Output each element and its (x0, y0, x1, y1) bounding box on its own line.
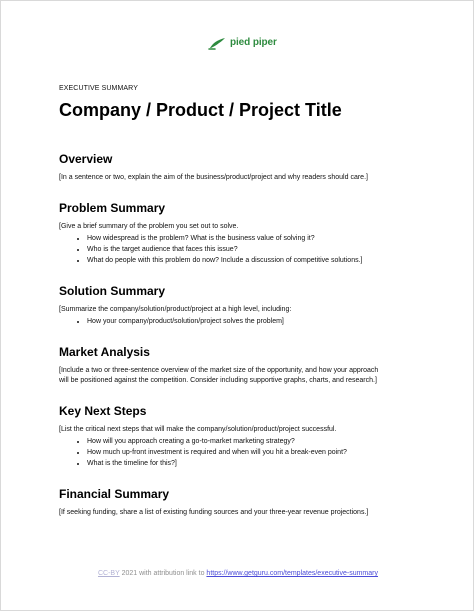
overview-body (59, 173, 419, 183)
list-item: • How much up-front investment is required and when will you hit a break-even point? (87, 447, 419, 458)
solution-summary-text: [Summarize the company/solution/product/project at a high level, including: (59, 306, 292, 313)
document-label: EXECUTIVE SUMMARY (59, 85, 138, 92)
key-next-steps-text: [List the critical next steps that will make the company/solution/product/project successful. (59, 426, 337, 433)
license-link[interactable]: CC-BY (97, 570, 120, 577)
problem-summary-list (59, 233, 419, 266)
market-analysis-line: [Include a two or three-sentence overview of the market size of the opportunity, and how your approach (59, 367, 379, 374)
leaf-icon (208, 36, 227, 50)
document-content (59, 85, 419, 518)
list-item: • How your company/product/solution/project solves the problem] (87, 316, 419, 327)
overview-section (59, 153, 419, 183)
list-item: • Who is the target audience that faces this issue? (87, 244, 419, 255)
list-item: • What is the timeline for this?] (87, 458, 419, 469)
problem-summary-text: [Give a brief summary of the problem you set out to solve. (59, 223, 239, 230)
financial-summary-body (59, 508, 419, 518)
financial-summary-section (59, 488, 419, 518)
overview-heading: Overview (59, 152, 113, 166)
market-analysis-line: will be positioned against the competition. Consider including supportive graphs, charts, and research.] (59, 377, 377, 384)
financial-summary-heading: Financial Summary (59, 487, 170, 501)
financial-summary-text: [If seeking funding, share a list of existing funding sources and your three-year revenue projections.] (59, 509, 369, 516)
key-next-steps-body (59, 425, 419, 469)
list-item: • How widespread is the problem? What is the business value of solving it? (87, 233, 419, 244)
problem-summary-heading: Problem Summary (59, 201, 166, 215)
market-analysis-body (59, 366, 419, 386)
brand-name: pied piper (230, 37, 277, 48)
brand-logo (208, 36, 277, 50)
key-next-steps-heading: Key Next Steps (59, 404, 147, 418)
overview-text: [In a sentence or two, explain the aim of the business/product/project and why readers should care.] (59, 174, 368, 181)
solution-summary-section (59, 285, 419, 327)
problem-summary-body (59, 222, 419, 266)
solution-summary-body (59, 305, 419, 327)
solution-summary-heading: Solution Summary (59, 284, 166, 298)
list-item: • What do people with this problem do now? Include a discussion of competitive solutions.] (87, 255, 419, 266)
solution-summary-list (59, 316, 419, 327)
attribution-link[interactable]: https://www.getguru.com/templates/executive-summary (206, 570, 378, 577)
list-item: • How will you approach creating a go-to-market marketing strategy? (87, 436, 419, 447)
page-title: Company / Product / Project Title (59, 100, 342, 120)
key-next-steps-section (59, 405, 419, 469)
market-analysis-section (59, 346, 419, 386)
key-next-steps-list (59, 436, 419, 469)
problem-summary-section (59, 202, 419, 266)
footer-text: 2021 with attribution link to (119, 570, 207, 577)
market-analysis-heading: Market Analysis (59, 345, 150, 359)
footer-attribution (1, 570, 474, 577)
